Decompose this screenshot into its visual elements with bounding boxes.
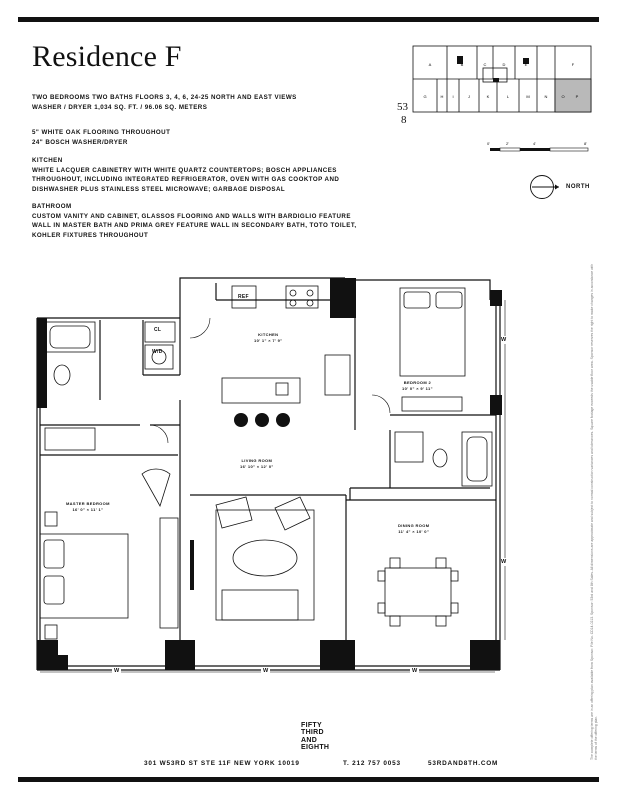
window-label-4: W bbox=[501, 337, 507, 343]
room-kitchen-dims: 10' 1" × 7' 9" bbox=[254, 337, 283, 343]
window-label-2: W bbox=[263, 668, 269, 674]
scale-tick-2: 2' bbox=[506, 141, 509, 146]
page-title: Residence F bbox=[32, 40, 182, 73]
logo-line-3: AND bbox=[301, 736, 318, 744]
room-master-bedroom-name: MASTER BEDROOM bbox=[66, 501, 110, 506]
room-master-bedroom-dims: 16' 0" × 11' 1" bbox=[72, 506, 104, 512]
logo-line-1: FIFTY bbox=[301, 722, 322, 729]
key-plan-unit-a: A bbox=[428, 62, 432, 67]
room-living-dims: 16' 10" × 12' 0" bbox=[240, 463, 274, 469]
feature-washer: 24" BOSCH WASHER/DRYER bbox=[32, 138, 128, 146]
feature-flooring: 5" WHITE OAK FLOORING THROUGHOUT bbox=[32, 129, 171, 136]
room-dining bbox=[398, 523, 429, 534]
key-plan-unit-j: J bbox=[468, 94, 470, 99]
fifty-third-and-eighth-logo bbox=[301, 722, 329, 752]
room-living-name: LIVING ROOM bbox=[241, 458, 273, 463]
key-plan-unit-o: O bbox=[561, 94, 565, 99]
window-label-5: W bbox=[501, 559, 507, 565]
spec-line-rooms: TWO BEDROOMS TWO BATHS FLOORS 3, 4, 6, 24-25 NORTH AND EAST VIEWS bbox=[32, 94, 297, 101]
key-plan-unit-h: H bbox=[440, 94, 444, 99]
footer-address: 301 W53RD ST STE 11F NEW YORK 10019 bbox=[144, 760, 300, 767]
scale-tick-0: 0' bbox=[487, 141, 490, 146]
bathroom-heading: BATHROOM bbox=[32, 203, 72, 210]
window-label-3: W bbox=[412, 668, 418, 674]
bathroom-text: CUSTOM VANITY AND CABINET, GLASSOS FLOORING AND WALLS WITH BARDIGLIO FEATURE WALL IN MASTER BATH AND PRIMA GREY FEATURE WALL IN SECONDARY BATH, TOTO TOILET, KOHLER FIXTURES THROUGHOUT bbox=[32, 212, 357, 239]
legal-disclaimer: The complete offering terms are in an offering plan available from Sponsor. File No. CD14-0213. Sponsor: 53rd and 8th Sales. All dimensions are approximate and subject to normal construction variances and tolerances. Square footage exceeds the usable floor area. Sponsor reserves the right to make changes in accordance with the terms of the offering plan. bbox=[590, 263, 599, 760]
key-plan-unit-p: P bbox=[575, 94, 579, 99]
key-plan-unit-i: I bbox=[452, 94, 454, 99]
logo-line-4: EIGHTH bbox=[301, 744, 330, 752]
key-plan-unit-k: K bbox=[486, 94, 490, 99]
logo-line-2: THIRD bbox=[301, 729, 324, 737]
room-bedroom-2 bbox=[402, 380, 433, 391]
key-plan-unit-b: B bbox=[460, 62, 464, 67]
key-plan-unit-d: D bbox=[502, 62, 506, 67]
footer-phone[interactable]: T. 212 757 0053 bbox=[343, 760, 401, 767]
room-dining-dims: 11' 4" × 10' 0" bbox=[398, 528, 430, 534]
room-kitchen-name: KITCHEN bbox=[258, 332, 279, 337]
footer-website[interactable]: 53RDAND8TH.COM bbox=[428, 760, 499, 767]
room-master-bedroom bbox=[66, 501, 110, 512]
north-label: NORTH bbox=[566, 184, 590, 190]
scale-tick-8: 8' bbox=[584, 141, 587, 146]
room-living bbox=[240, 458, 274, 469]
key-plan-street-label: 53 bbox=[397, 101, 408, 113]
closet-label: CL bbox=[154, 327, 162, 333]
refrigerator-label: REF bbox=[238, 294, 249, 300]
bottom-rule bbox=[18, 777, 599, 782]
kitchen-text: WHITE LACQUER CABINETRY WITH WHITE QUARTZ COUNTERTOPS; BOSCH APPLIANCES THROUGHOUT, INCLUDING INTEGRATED REFRIGERATOR, OVEN WITH GAS COOKTOP AND DISHWASHER PLUS STAINLESS STEEL MICROWAVE; GARBAGE DISPOSAL bbox=[32, 166, 340, 193]
key-plan-unit-l: L bbox=[506, 94, 510, 99]
key-plan-unit-g: G bbox=[423, 94, 427, 99]
room-bedroom-2-name: BEDROOM 2 bbox=[403, 380, 432, 385]
washer-dryer-label: W/D bbox=[152, 349, 163, 355]
spec-line-area: WASHER / DRYER 1,034 SQ. FT. / 96.06 SQ. METERS bbox=[32, 103, 208, 111]
kitchen-heading: KITCHEN bbox=[32, 157, 63, 164]
room-kitchen bbox=[254, 332, 283, 343]
scale-tick-4: 4' bbox=[533, 141, 536, 146]
key-plan-unit-n: N bbox=[544, 94, 548, 99]
key-plan-unit-e: E bbox=[524, 62, 528, 67]
key-plan-unit-f: F bbox=[571, 62, 575, 67]
window-label-1: W bbox=[114, 668, 120, 674]
key-plan-unit-c: C bbox=[483, 62, 487, 67]
key-plan-unit-m: M bbox=[526, 94, 530, 99]
room-bedroom-2-dims: 10' 0" × 9' 11" bbox=[402, 385, 433, 391]
key-plan-avenue-label: 8 bbox=[401, 114, 407, 126]
room-dining-name: DINING ROOM bbox=[398, 523, 430, 528]
